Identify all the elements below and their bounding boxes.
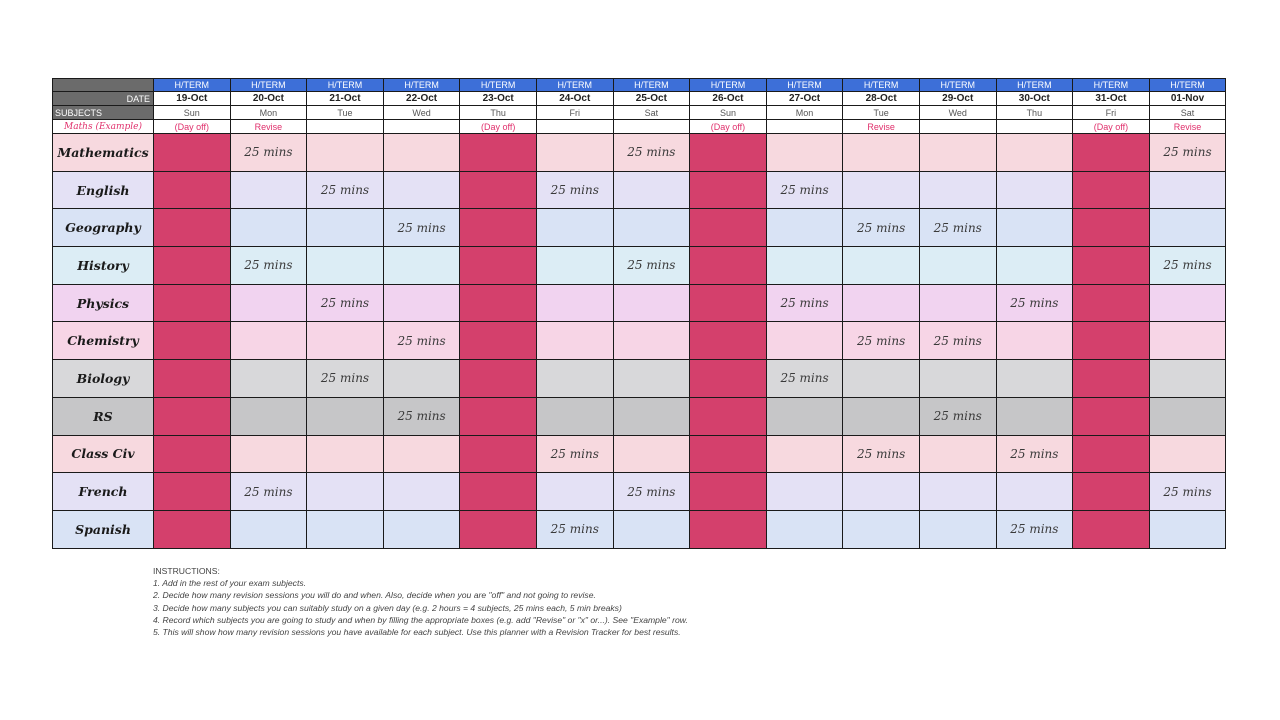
session-cell[interactable] [230, 435, 307, 473]
session-cell[interactable]: 25 mins [843, 209, 920, 247]
subject-label: Geography [53, 209, 154, 247]
hterm-row-label [53, 79, 154, 92]
subject-row-physics [53, 284, 1226, 322]
hterm-cell: H/TERM [536, 79, 613, 92]
session-cell[interactable] [154, 397, 231, 435]
session-cell[interactable]: 25 mins [536, 510, 613, 548]
session-cell[interactable] [307, 473, 384, 511]
hterm-cell: H/TERM [613, 79, 690, 92]
weekday-cell: Tue [307, 106, 384, 120]
session-cell[interactable] [536, 360, 613, 398]
subject-row-class-civ [53, 435, 1226, 473]
session-cell[interactable] [690, 510, 767, 548]
session-cell[interactable] [383, 284, 460, 322]
date-row [53, 92, 1226, 106]
session-cell[interactable] [1073, 134, 1150, 172]
example-cell[interactable]: (Day off) [1073, 120, 1150, 134]
session-cell[interactable] [690, 435, 767, 473]
session-cell[interactable] [843, 247, 920, 285]
date-cell: 23-Oct [460, 92, 537, 106]
hterm-cell: H/TERM [154, 79, 231, 92]
example-cell[interactable]: (Day off) [154, 120, 231, 134]
session-cell[interactable] [996, 473, 1073, 511]
example-cell[interactable]: Revise [230, 120, 307, 134]
session-cell[interactable]: 25 mins [536, 171, 613, 209]
session-cell[interactable] [154, 435, 231, 473]
weekday-cell: Mon [230, 106, 307, 120]
date-cell: 01-Nov [1149, 92, 1226, 106]
session-cell[interactable] [460, 171, 537, 209]
session-cell[interactable] [460, 510, 537, 548]
session-cell[interactable] [766, 247, 843, 285]
session-cell[interactable] [690, 322, 767, 360]
session-cell[interactable] [230, 209, 307, 247]
session-cell[interactable] [1149, 435, 1226, 473]
session-cell[interactable] [307, 247, 384, 285]
example-cell[interactable]: Revise [843, 120, 920, 134]
example-cell[interactable] [383, 120, 460, 134]
session-cell[interactable] [460, 360, 537, 398]
session-cell[interactable] [1073, 510, 1150, 548]
session-cell[interactable]: 25 mins [383, 209, 460, 247]
session-cell[interactable]: 25 mins [766, 360, 843, 398]
session-cell[interactable] [766, 435, 843, 473]
hterm-cell: H/TERM [383, 79, 460, 92]
subject-row-rs [53, 397, 1226, 435]
session-cell[interactable] [1149, 284, 1226, 322]
session-cell[interactable] [154, 134, 231, 172]
session-cell[interactable] [1149, 322, 1226, 360]
session-cell[interactable]: 25 mins [536, 435, 613, 473]
session-cell[interactable] [460, 284, 537, 322]
session-cell[interactable] [766, 209, 843, 247]
planner-body [53, 79, 1226, 549]
session-cell[interactable] [383, 247, 460, 285]
instruction-line: 2. Decide how many revision sessions you will do and when. Also, decide when you are "off" and not going to revise. [153, 590, 596, 601]
session-cell[interactable] [613, 322, 690, 360]
session-cell[interactable] [1073, 247, 1150, 285]
session-cell[interactable] [1073, 360, 1150, 398]
session-cell[interactable] [919, 134, 996, 172]
weekday-cell: Thu [996, 106, 1073, 120]
session-cell[interactable]: 25 mins [613, 247, 690, 285]
session-cell[interactable] [919, 284, 996, 322]
session-cell[interactable] [996, 209, 1073, 247]
session-cell[interactable] [1149, 360, 1226, 398]
hterm-cell: H/TERM [843, 79, 920, 92]
session-cell[interactable] [230, 171, 307, 209]
session-cell[interactable] [154, 473, 231, 511]
date-cell: 28-Oct [843, 92, 920, 106]
example-cell[interactable] [307, 120, 384, 134]
session-cell[interactable] [996, 247, 1073, 285]
session-cell[interactable] [843, 510, 920, 548]
instruction-line: 3. Decide how many subjects you can suitably study on a given day (e.g. 2 hours = 4 subjects, 25 mins each, 5 min breaks) [153, 602, 622, 613]
session-cell[interactable] [690, 360, 767, 398]
hterm-cell: H/TERM [766, 79, 843, 92]
instruction-line: 5. This will show how many revision sessions you have available for each subject. Use this planner with a Revision Tracker for best results. [153, 627, 681, 638]
example-cell[interactable]: (Day off) [460, 120, 537, 134]
session-cell[interactable]: 25 mins [307, 171, 384, 209]
session-cell[interactable] [1073, 435, 1150, 473]
date-cell: 29-Oct [919, 92, 996, 106]
subject-label: Chemistry [53, 322, 154, 360]
session-cell[interactable] [843, 134, 920, 172]
session-cell[interactable] [1073, 473, 1150, 511]
session-cell[interactable] [996, 322, 1073, 360]
session-cell[interactable] [536, 134, 613, 172]
session-cell[interactable] [690, 473, 767, 511]
example-cell[interactable] [613, 120, 690, 134]
session-cell[interactable] [536, 473, 613, 511]
session-cell[interactable] [690, 284, 767, 322]
session-cell[interactable] [154, 247, 231, 285]
session-cell[interactable] [919, 247, 996, 285]
example-row [53, 120, 1226, 134]
subject-label: French [53, 473, 154, 511]
session-cell[interactable]: 25 mins [1149, 473, 1226, 511]
example-row-label: Maths (Example) [53, 120, 154, 134]
subject-row-biology [53, 360, 1226, 398]
date-cell: 19-Oct [154, 92, 231, 106]
session-cell[interactable] [230, 397, 307, 435]
session-cell[interactable] [1073, 171, 1150, 209]
session-cell[interactable]: 25 mins [1149, 247, 1226, 285]
session-cell[interactable] [154, 284, 231, 322]
session-cell[interactable] [690, 171, 767, 209]
subject-label: Spanish [53, 510, 154, 548]
subject-label: Biology [53, 360, 154, 398]
date-cell: 22-Oct [383, 92, 460, 106]
subject-row-mathematics [53, 134, 1226, 172]
subject-label: History [53, 247, 154, 285]
session-cell[interactable] [307, 322, 384, 360]
session-cell[interactable]: 25 mins [996, 284, 1073, 322]
session-cell[interactable]: 25 mins [307, 284, 384, 322]
weekday-cell: Sun [690, 106, 767, 120]
session-cell[interactable] [460, 473, 537, 511]
session-cell[interactable] [230, 284, 307, 322]
session-cell[interactable] [383, 473, 460, 511]
example-cell[interactable]: Revise [1149, 120, 1226, 134]
session-cell[interactable] [154, 209, 231, 247]
session-cell[interactable] [996, 171, 1073, 209]
session-cell[interactable]: 25 mins [613, 134, 690, 172]
session-cell[interactable] [996, 360, 1073, 398]
example-cell[interactable] [766, 120, 843, 134]
session-cell[interactable]: 25 mins [919, 209, 996, 247]
session-cell[interactable] [383, 435, 460, 473]
date-cell: 21-Oct [307, 92, 384, 106]
session-cell[interactable] [460, 209, 537, 247]
subject-label: Physics [53, 284, 154, 322]
weekday-cell: Thu [460, 106, 537, 120]
session-cell[interactable] [766, 473, 843, 511]
session-cell[interactable] [919, 171, 996, 209]
session-cell[interactable] [460, 435, 537, 473]
session-cell[interactable]: 25 mins [996, 510, 1073, 548]
weekday-cell: Sat [613, 106, 690, 120]
session-cell[interactable] [766, 134, 843, 172]
session-cell[interactable]: 25 mins [613, 473, 690, 511]
hterm-cell: H/TERM [919, 79, 996, 92]
session-cell[interactable] [843, 284, 920, 322]
instruction-line: 4. Record which subjects you are going to study and when by filling the appropriate boxes (e.g. add "Revise" or "x" or...). See "Example" row. [153, 614, 688, 625]
session-cell[interactable] [843, 397, 920, 435]
session-cell[interactable] [230, 360, 307, 398]
example-cell[interactable]: (Day off) [690, 120, 767, 134]
hterm-cell: H/TERM [230, 79, 307, 92]
subject-row-english [53, 171, 1226, 209]
session-cell[interactable] [307, 134, 384, 172]
session-cell[interactable] [1149, 171, 1226, 209]
weekday-row [53, 106, 1226, 120]
instructions-list [153, 577, 1053, 638]
session-cell[interactable] [536, 284, 613, 322]
instructions-title: INSTRUCTIONS: [153, 566, 220, 576]
session-cell[interactable] [613, 284, 690, 322]
date-cell: 30-Oct [996, 92, 1073, 106]
session-cell[interactable] [613, 397, 690, 435]
hterm-cell: H/TERM [996, 79, 1073, 92]
session-cell[interactable] [766, 397, 843, 435]
session-cell[interactable] [536, 322, 613, 360]
session-cell[interactable] [307, 510, 384, 548]
session-cell[interactable] [919, 473, 996, 511]
session-cell[interactable] [919, 510, 996, 548]
session-cell[interactable]: 25 mins [843, 322, 920, 360]
weekday-cell: Wed [383, 106, 460, 120]
session-cell[interactable] [690, 247, 767, 285]
instructions-block [153, 565, 1053, 638]
session-cell[interactable] [1073, 322, 1150, 360]
session-cell[interactable] [460, 397, 537, 435]
date-cell: 25-Oct [613, 92, 690, 106]
session-cell[interactable] [613, 360, 690, 398]
hterm-row [53, 79, 1226, 92]
session-cell[interactable] [1149, 397, 1226, 435]
session-cell[interactable]: 25 mins [307, 360, 384, 398]
session-cell[interactable]: 25 mins [996, 435, 1073, 473]
session-cell[interactable]: 25 mins [919, 397, 996, 435]
session-cell[interactable] [996, 134, 1073, 172]
session-cell[interactable] [154, 171, 231, 209]
session-cell[interactable] [460, 247, 537, 285]
example-cell[interactable] [536, 120, 613, 134]
session-cell[interactable] [154, 510, 231, 548]
session-cell[interactable] [690, 397, 767, 435]
session-cell[interactable]: 25 mins [766, 284, 843, 322]
subject-label: English [53, 171, 154, 209]
date-cell: 20-Oct [230, 92, 307, 106]
hterm-cell: H/TERM [1149, 79, 1226, 92]
session-cell[interactable] [690, 209, 767, 247]
session-cell[interactable]: 25 mins [383, 322, 460, 360]
session-cell[interactable] [843, 360, 920, 398]
hterm-cell: H/TERM [460, 79, 537, 92]
subject-row-geography [53, 209, 1226, 247]
session-cell[interactable] [307, 435, 384, 473]
date-cell: 24-Oct [536, 92, 613, 106]
session-cell[interactable] [766, 322, 843, 360]
session-cell[interactable]: 25 mins [230, 247, 307, 285]
session-cell[interactable] [613, 209, 690, 247]
session-cell[interactable] [1149, 510, 1226, 548]
subject-row-history [53, 247, 1226, 285]
session-cell[interactable]: 25 mins [230, 134, 307, 172]
session-cell[interactable] [154, 322, 231, 360]
session-cell[interactable] [843, 171, 920, 209]
session-cell[interactable] [460, 322, 537, 360]
session-cell[interactable] [307, 209, 384, 247]
hterm-cell: H/TERM [1073, 79, 1150, 92]
date-cell: 27-Oct [766, 92, 843, 106]
session-cell[interactable] [690, 134, 767, 172]
session-cell[interactable] [383, 360, 460, 398]
session-cell[interactable] [307, 397, 384, 435]
session-cell[interactable] [536, 397, 613, 435]
session-cell[interactable] [919, 435, 996, 473]
session-cell[interactable] [460, 134, 537, 172]
subject-row-french [53, 473, 1226, 511]
revision-planner-table [52, 78, 1226, 549]
subject-row-spanish [53, 510, 1226, 548]
date-cell: 31-Oct [1073, 92, 1150, 106]
instruction-line: 1. Add in the rest of your exam subjects. [153, 578, 307, 589]
date-row-label: DATE [53, 92, 154, 106]
session-cell[interactable] [383, 171, 460, 209]
hterm-cell: H/TERM [307, 79, 384, 92]
example-cell[interactable] [996, 120, 1073, 134]
weekday-cell: Fri [536, 106, 613, 120]
session-cell[interactable] [996, 397, 1073, 435]
session-cell[interactable] [613, 510, 690, 548]
session-cell[interactable]: 25 mins [843, 435, 920, 473]
example-cell[interactable] [919, 120, 996, 134]
weekday-cell: Sun [154, 106, 231, 120]
session-cell[interactable] [1149, 209, 1226, 247]
session-cell[interactable] [843, 473, 920, 511]
session-cell[interactable] [230, 322, 307, 360]
session-cell[interactable] [536, 247, 613, 285]
weekday-cell: Wed [919, 106, 996, 120]
session-cell[interactable] [1073, 284, 1150, 322]
session-cell[interactable] [766, 510, 843, 548]
session-cell[interactable]: 25 mins [766, 171, 843, 209]
session-cell[interactable]: 25 mins [230, 473, 307, 511]
weekday-cell: Tue [843, 106, 920, 120]
session-cell[interactable] [1073, 397, 1150, 435]
weekday-cell: Mon [766, 106, 843, 120]
session-cell[interactable] [154, 360, 231, 398]
weekday-cell: Fri [1073, 106, 1150, 120]
session-cell[interactable] [1073, 209, 1150, 247]
weekday-cell: Sat [1149, 106, 1226, 120]
session-cell[interactable] [230, 510, 307, 548]
subject-label: RS [53, 397, 154, 435]
date-cell: 26-Oct [690, 92, 767, 106]
session-cell[interactable] [919, 360, 996, 398]
session-cell[interactable] [613, 435, 690, 473]
subjects-header-label: SUBJECTS [53, 106, 154, 120]
session-cell[interactable] [536, 209, 613, 247]
session-cell[interactable] [383, 510, 460, 548]
subject-row-chemistry [53, 322, 1226, 360]
session-cell[interactable] [613, 171, 690, 209]
subject-label: Class Civ [53, 435, 154, 473]
hterm-cell: H/TERM [690, 79, 767, 92]
subject-label: Mathematics [53, 134, 154, 172]
session-cell[interactable]: 25 mins [919, 322, 996, 360]
session-cell[interactable]: 25 mins [1149, 134, 1226, 172]
session-cell[interactable] [383, 134, 460, 172]
session-cell[interactable]: 25 mins [383, 397, 460, 435]
